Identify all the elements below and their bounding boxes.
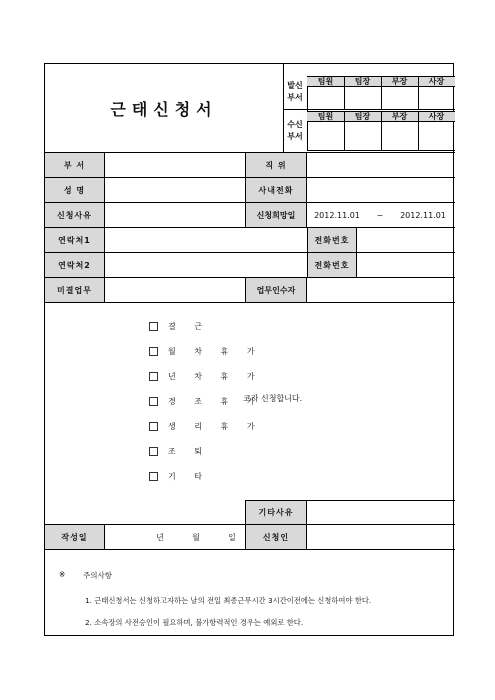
name-label: 성 명 xyxy=(45,178,105,202)
leave-request-form xyxy=(44,63,454,636)
written-date-label: 작성일 xyxy=(45,525,105,549)
option-annual-leave[interactable]: 년 차 휴 가 xyxy=(149,371,263,382)
applicant-label: 신청인 xyxy=(245,525,307,549)
checkbox-icon[interactable] xyxy=(149,372,158,381)
month-label: 월 xyxy=(192,532,200,542)
receiver-role-president: 사장 xyxy=(428,112,445,121)
notes-item-1: 1. 근태신청서는 신청하고자하는 날의 전일 최종근무시간 3시간이전에는 신청하여야 한다. xyxy=(85,596,372,605)
receiver-role-director: 부장 xyxy=(391,112,408,121)
checkbox-icon[interactable] xyxy=(149,347,158,356)
other-reason-value[interactable] xyxy=(307,501,455,524)
applicant-value[interactable] xyxy=(307,525,455,549)
option-other[interactable]: 기 타 xyxy=(149,471,210,482)
notes-header: 주의사항 xyxy=(83,571,112,580)
ext-phone-label: 사내전화 xyxy=(245,178,307,202)
checkbox-icon[interactable] xyxy=(149,397,158,406)
request-statement: 코자 신청합니다. xyxy=(243,393,303,403)
option-menstrual-leave[interactable]: 생 리 휴 가 xyxy=(149,421,263,432)
contact1-label: 연락처1 xyxy=(45,228,105,252)
name-value[interactable] xyxy=(105,178,245,202)
pending-work-label: 미결업무 xyxy=(45,278,105,302)
form-title: 근태신청서 xyxy=(110,100,218,119)
handover-value[interactable] xyxy=(307,278,455,302)
sender-dept-label: 발신 부서 xyxy=(287,81,303,102)
pending-work-value[interactable] xyxy=(105,278,245,302)
option-monthly-leave[interactable]: 월 차 휴 가 xyxy=(149,346,263,357)
phone1-label: 전화번호 xyxy=(307,228,357,252)
sender-role-teammember: 팀원 xyxy=(317,77,334,86)
notes-mark: ※ xyxy=(59,570,66,579)
position-label: 직 위 xyxy=(245,153,307,177)
receiver-role-teammember: 팀원 xyxy=(317,112,334,121)
notes-item-2: 2. 소속장의 사전승인이 필요하며, 불가항력적인 경우는 예외로 한다. xyxy=(85,618,304,627)
option-early-leave[interactable]: 조 퇴 xyxy=(149,446,210,457)
option-absence[interactable]: 결 근 xyxy=(149,321,210,332)
receiver-role-teamleader: 팀장 xyxy=(354,112,371,121)
sender-role-president: 사장 xyxy=(428,77,445,86)
other-reason-label: 기타사유 xyxy=(245,501,307,524)
receiver-dept-label: 수신 부서 xyxy=(287,120,303,141)
phone2-label: 전화번호 xyxy=(307,253,357,277)
checkbox-icon[interactable] xyxy=(149,472,158,481)
option-family-event-leave[interactable]: 경 조 휴 가 xyxy=(149,396,263,407)
year-label: 년 xyxy=(156,532,164,542)
reason-value[interactable] xyxy=(105,203,245,227)
sender-role-director: 부장 xyxy=(391,77,408,86)
request-date-label: 신청희망일 xyxy=(245,203,307,227)
phone1-value[interactable] xyxy=(357,228,455,252)
day-label: 일 xyxy=(228,532,236,542)
phone2-value[interactable] xyxy=(357,253,455,277)
checkbox-icon[interactable] xyxy=(149,322,158,331)
date-from[interactable]: 2012.11.01 xyxy=(314,210,360,220)
checkbox-icon[interactable] xyxy=(149,422,158,431)
sender-role-teamleader: 팀장 xyxy=(354,77,371,86)
dept-label: 부 서 xyxy=(45,153,105,177)
position-value[interactable] xyxy=(307,153,455,177)
contact2-label: 연락처2 xyxy=(45,253,105,277)
handover-label: 업무인수자 xyxy=(245,278,307,302)
dept-value[interactable] xyxy=(105,153,245,177)
reason-label: 신청사유 xyxy=(45,203,105,227)
contact1-value[interactable] xyxy=(105,228,307,252)
ext-phone-value[interactable] xyxy=(307,178,455,202)
contact2-value[interactable] xyxy=(105,253,307,277)
checkbox-icon[interactable] xyxy=(149,447,158,456)
date-to[interactable]: 2012.11.01 xyxy=(400,210,446,220)
date-separator: ~ xyxy=(376,210,384,220)
